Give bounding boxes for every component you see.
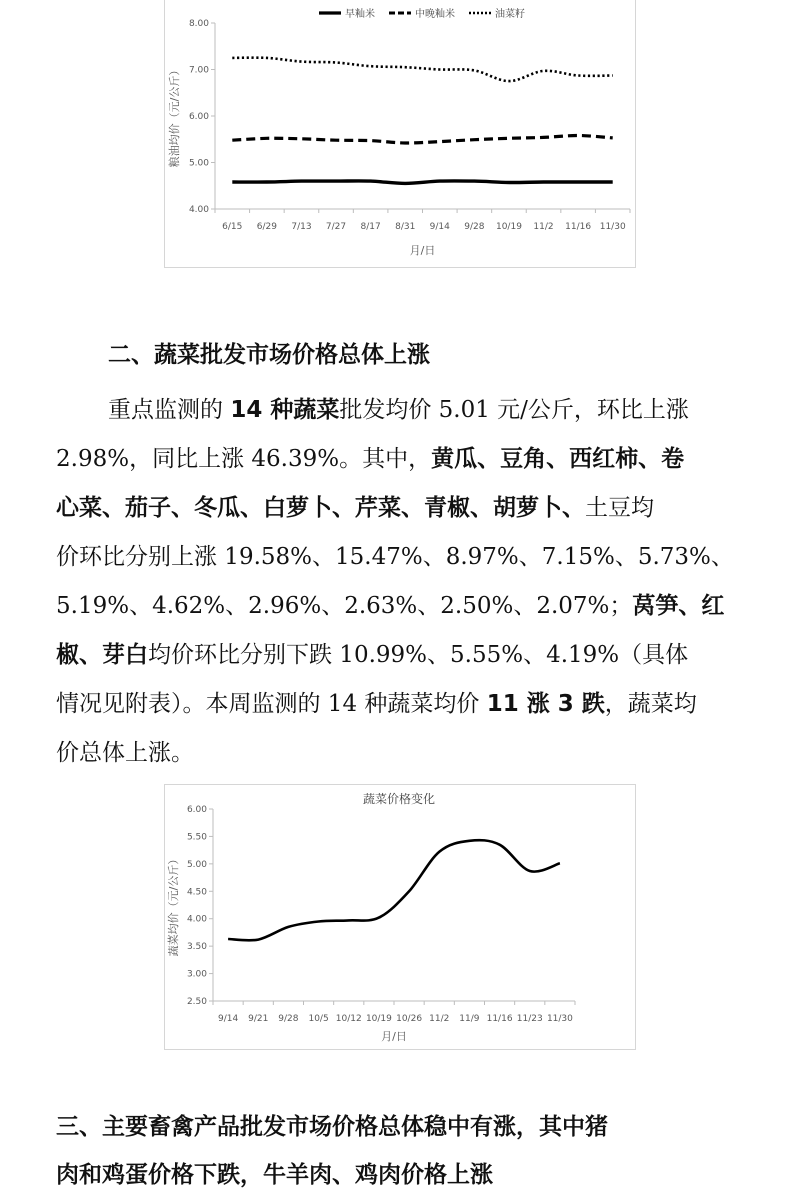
paragraph-text: 价环比分别上涨 19.58%、15.47%、8.97%、7.15%、5.73%、 — [56, 544, 734, 570]
y-tick-label: 5.00 — [189, 159, 209, 169]
y-tick-label: 2.50 — [187, 997, 207, 1007]
x-tick-label: 9/28 — [278, 1014, 298, 1024]
x-tick-label: 9/28 — [464, 222, 484, 232]
x-axis-label: 月/日 — [410, 244, 436, 257]
chart-title: 蔬菜价格变化 — [363, 791, 435, 806]
bold-text: 椒、芽白 — [56, 642, 148, 668]
paragraph-text: 2.98%，同比上涨 46.39%。其中， — [56, 446, 431, 472]
paragraph-text: 情况见附表）。本周监测的 14 种蔬菜均价 — [56, 691, 487, 717]
paragraph-text: ，蔬菜均 — [605, 691, 697, 717]
paragraph-text: 5.19%、4.62%、2.96%、2.63%、2.50%、2.07%； — [56, 593, 632, 619]
paragraph-text: 重点监测的 — [108, 397, 230, 423]
x-tick-label: 10/26 — [396, 1014, 422, 1024]
paragraph-text: 均价环比分别下跌 10.99%、5.55%、4.19%（具体 — [148, 642, 688, 668]
paragraph-text: 土豆均 — [585, 495, 654, 521]
paragraph-line — [56, 680, 756, 729]
x-tick-label: 11/2 — [533, 222, 553, 232]
y-tick-label: 6.00 — [189, 112, 209, 122]
y-tick-label: 8.00 — [189, 19, 209, 29]
y-tick-label: 4.00 — [187, 915, 207, 925]
x-tick-label: 6/15 — [222, 222, 242, 232]
x-tick-label: 10/5 — [308, 1014, 328, 1024]
series-line-1 — [228, 840, 560, 940]
vegetable-price-chart — [164, 784, 636, 1050]
paragraph-line — [56, 729, 756, 778]
series-line-1 — [232, 181, 612, 184]
x-tick-label: 7/27 — [326, 222, 346, 232]
paragraph-line — [56, 582, 756, 631]
bold-text: 莴笋、红 — [632, 593, 724, 619]
bold-text: 11 涨 3 跌 — [487, 691, 605, 717]
x-tick-label: 7/13 — [291, 222, 311, 232]
x-tick-label: 11/30 — [547, 1014, 573, 1024]
bold-text: 黄瓜、豆角、西红柿、卷 — [431, 446, 684, 472]
paragraph-line — [56, 631, 756, 680]
legend-label: 早籼米 — [345, 7, 375, 20]
section-heading-livestock-line-2: 肉和鸡蛋价格下跌，牛羊肉、鸡肉价格上涨 — [56, 1151, 756, 1199]
x-tick-label: 11/16 — [565, 222, 591, 232]
y-tick-label: 7.00 — [189, 66, 209, 76]
vegetable-price-paragraph — [56, 386, 756, 778]
x-tick-label: 10/12 — [336, 1014, 362, 1024]
paragraph-text: 价总体上涨。 — [56, 740, 194, 766]
y-tick-label: 3.50 — [187, 942, 207, 952]
paragraph-line — [56, 484, 756, 533]
y-axis-label: 蔬菜均价（元/公斤） — [166, 854, 180, 957]
x-tick-label: 11/16 — [487, 1014, 513, 1024]
y-tick-label: 4.50 — [187, 887, 207, 897]
x-tick-label: 10/19 — [366, 1014, 392, 1024]
x-tick-label: 11/30 — [600, 222, 626, 232]
legend-label: 中晚籼米 — [415, 7, 455, 20]
y-tick-label: 5.00 — [187, 860, 207, 870]
bold-text: 心菜、茄子、冬瓜、白萝卜、芹菜、青椒、胡萝卜、 — [56, 495, 585, 521]
y-axis-label: 粮油均价（元/公斤） — [167, 65, 181, 168]
paragraph-line — [56, 533, 756, 582]
x-tick-label: 9/21 — [248, 1014, 268, 1024]
x-tick-label: 11/23 — [517, 1014, 543, 1024]
section-heading-livestock — [56, 1103, 756, 1199]
x-tick-label: 6/29 — [257, 222, 277, 232]
y-tick-label: 4.00 — [189, 205, 209, 215]
x-tick-label: 10/19 — [496, 222, 522, 232]
vegetable-price-chart-svg — [165, 785, 635, 1049]
x-tick-label: 8/17 — [361, 222, 381, 232]
grain-oil-price-chart-svg — [165, 0, 635, 267]
legend-label: 油菜籽 — [495, 7, 525, 20]
x-tick-label: 11/2 — [429, 1014, 449, 1024]
x-tick-label: 9/14 — [430, 222, 450, 232]
section-heading-vegetables: 二、蔬菜批发市场价格总体上涨 — [108, 331, 430, 379]
y-tick-label: 3.00 — [187, 970, 207, 980]
series-line-3 — [232, 58, 612, 81]
section-heading-livestock-line-1: 三、主要畜禽产品批发市场价格总体稳中有涨，其中猪 — [56, 1103, 756, 1151]
x-tick-label: 8/31 — [395, 222, 415, 232]
bold-text: 14 种蔬菜 — [230, 397, 339, 423]
paragraph-text: 批发均价 5.01 元/公斤，环比上涨 — [339, 397, 689, 423]
paragraph-line — [56, 435, 756, 484]
x-axis-label: 月/日 — [381, 1030, 407, 1043]
paragraph-line — [56, 386, 756, 435]
grain-oil-price-chart — [164, 0, 636, 268]
x-tick-label: 9/14 — [218, 1014, 238, 1024]
y-tick-label: 5.50 — [187, 832, 207, 842]
series-line-2 — [232, 136, 612, 144]
y-tick-label: 6.00 — [187, 805, 207, 815]
x-tick-label: 11/9 — [459, 1014, 479, 1024]
